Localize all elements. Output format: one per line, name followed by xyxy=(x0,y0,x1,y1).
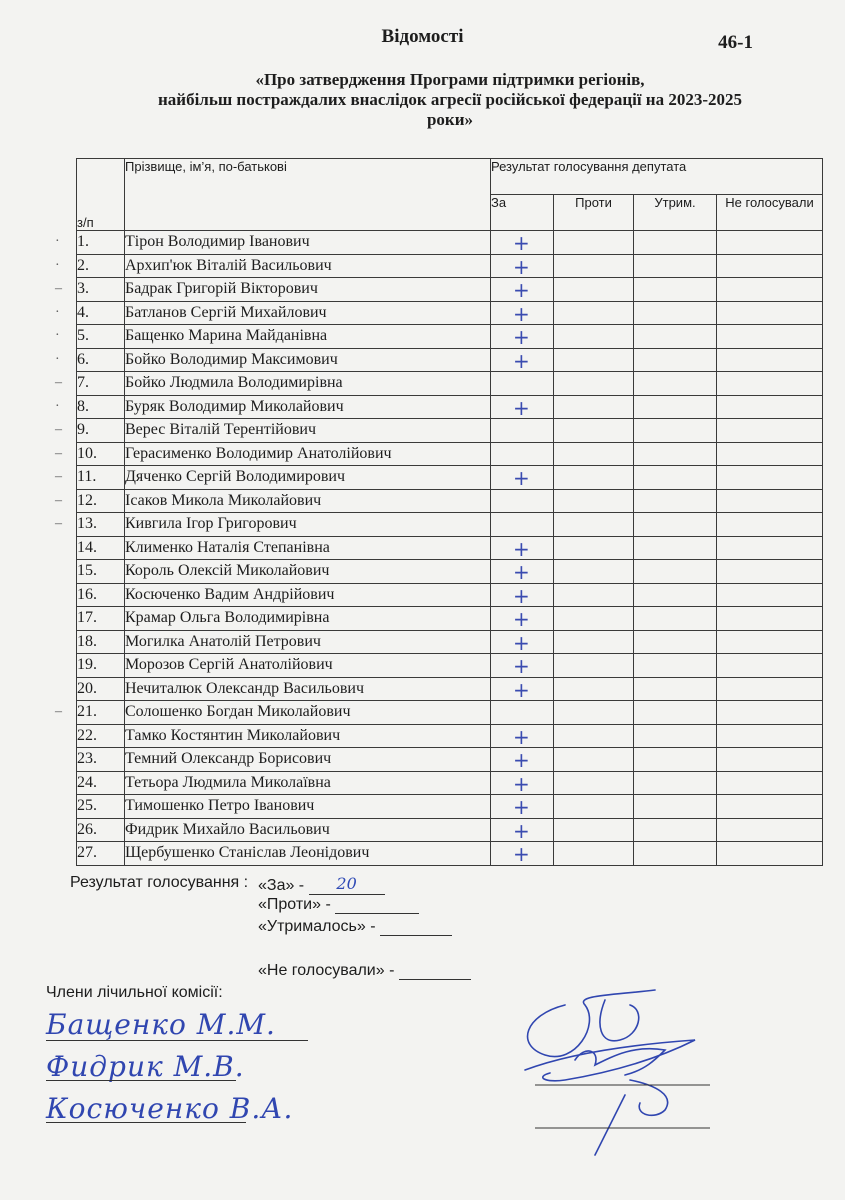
commission-member-signature: Косюченко В.А. xyxy=(46,1092,294,1125)
table-row xyxy=(77,607,823,631)
row-tick-mark: – xyxy=(55,516,62,531)
row-vote-not-voted xyxy=(717,489,823,513)
row-vote-against xyxy=(554,842,634,866)
row-vote-not-voted xyxy=(717,301,823,325)
row-tick-mark: – xyxy=(55,704,62,719)
row-name: Косюченко Вадим Андрійович xyxy=(125,583,491,607)
row-vote-not-voted xyxy=(717,748,823,772)
row-vote-for xyxy=(491,348,554,372)
row-number-text: 7. xyxy=(77,374,89,392)
row-vote-against xyxy=(554,795,634,819)
row-tick-mark: – xyxy=(55,281,62,296)
row-name: Батланов Сергій Михайлович xyxy=(125,301,491,325)
row-number-text: 19. xyxy=(77,656,97,674)
table-row xyxy=(77,677,823,701)
header-name: Прізвище, ім’я, по-батькові xyxy=(125,159,491,231)
row-name: Верес Віталій Терентійович xyxy=(125,419,491,443)
row-number-text: 18. xyxy=(77,632,97,650)
row-vote-for xyxy=(491,748,554,772)
row-number-text: 3. xyxy=(77,280,89,298)
row-vote-against xyxy=(554,654,634,678)
row-tick-mark: · xyxy=(55,351,60,367)
vote-for-mark: + xyxy=(513,842,530,866)
row-number xyxy=(77,583,125,607)
row-vote-not-voted xyxy=(717,607,823,631)
row-name: Ісаков Микола Миколайович xyxy=(125,489,491,513)
row-vote-for xyxy=(491,677,554,701)
row-tick-mark: – xyxy=(55,492,62,508)
row-vote-against xyxy=(554,701,634,725)
row-vote-not-voted xyxy=(717,771,823,795)
row-vote-abstain xyxy=(634,748,717,772)
row-vote-for xyxy=(491,607,554,631)
result-not-voted: «Не голосували» - xyxy=(258,962,471,980)
row-number xyxy=(55,254,125,278)
row-number xyxy=(55,489,125,513)
row-number-text: 15. xyxy=(77,562,97,580)
row-number-text: 25. xyxy=(77,797,97,815)
row-vote-not-voted xyxy=(717,419,823,443)
row-vote-against xyxy=(554,536,634,560)
row-vote-for xyxy=(491,489,554,513)
row-vote-not-voted xyxy=(717,724,823,748)
row-vote-abstain xyxy=(634,301,717,325)
header-against: Проти xyxy=(554,195,634,231)
row-tick-mark: · xyxy=(55,234,60,249)
row-name: Тетьора Людмила Миколаївна xyxy=(125,771,491,795)
row-number-text: 17. xyxy=(77,609,97,627)
table-row xyxy=(77,818,823,842)
row-vote-abstain xyxy=(634,677,717,701)
vote-for-mark: + xyxy=(513,724,530,749)
row-vote-for xyxy=(491,583,554,607)
vote-for-mark: + xyxy=(513,301,530,326)
row-vote-for xyxy=(491,325,554,349)
row-number xyxy=(55,278,125,302)
row-vote-not-voted xyxy=(717,442,823,466)
table-row xyxy=(77,278,823,302)
row-name: Солошенко Богдан Миколайович xyxy=(125,701,491,725)
row-tick-mark: · xyxy=(55,328,60,343)
row-vote-for xyxy=(491,278,554,302)
result-against: «Проти» - xyxy=(258,896,419,914)
row-vote-against xyxy=(554,419,634,443)
row-vote-abstain xyxy=(634,560,717,584)
row-name: Буряк Володимир Миколайович xyxy=(125,395,491,419)
table-body xyxy=(55,231,823,866)
row-vote-against xyxy=(554,231,634,255)
row-number-text: 14. xyxy=(77,538,97,556)
row-vote-for xyxy=(491,372,554,396)
row-number xyxy=(55,419,125,443)
row-vote-against xyxy=(554,677,634,701)
table-row xyxy=(77,442,823,466)
row-vote-for xyxy=(491,701,554,725)
result-abstain: «Утрималось» - xyxy=(258,918,452,936)
row-vote-for xyxy=(491,724,554,748)
table-row xyxy=(77,795,823,819)
row-name: Клименко Наталія Степанівна xyxy=(125,536,491,560)
row-vote-for xyxy=(491,254,554,278)
table-row xyxy=(77,372,823,396)
row-vote-abstain xyxy=(634,701,717,725)
table-row xyxy=(77,231,823,255)
row-name: Бадрак Григорій Вікторович xyxy=(125,278,491,302)
row-number xyxy=(77,560,125,584)
document-number: 46-1 xyxy=(718,32,753,53)
row-vote-not-voted xyxy=(717,348,823,372)
result-for: «За» - 20 xyxy=(258,874,385,895)
row-vote-abstain xyxy=(634,630,717,654)
table-row xyxy=(77,536,823,560)
row-number-text: 20. xyxy=(77,679,97,697)
row-vote-not-voted xyxy=(717,818,823,842)
row-vote-not-voted xyxy=(717,842,823,866)
row-vote-for xyxy=(491,466,554,490)
row-vote-abstain xyxy=(634,654,717,678)
signature-mark xyxy=(505,985,725,1160)
table-row xyxy=(77,489,823,513)
row-name: Бойко Володимир Максимович xyxy=(125,348,491,372)
row-vote-against xyxy=(554,748,634,772)
row-number xyxy=(55,442,125,466)
row-vote-not-voted xyxy=(717,560,823,584)
row-name: Бащенко Марина Майданівна xyxy=(125,325,491,349)
row-number-text: 10. xyxy=(77,444,97,462)
row-vote-for xyxy=(491,818,554,842)
row-vote-against xyxy=(554,771,634,795)
row-number-text: 8. xyxy=(77,397,89,415)
row-tick-mark: · xyxy=(55,304,60,320)
row-number xyxy=(55,301,125,325)
row-number-text: 12. xyxy=(77,491,97,509)
subtitle-line: найбільш постраждалих внаслідок агресії російської федерації на 2023-2025 xyxy=(157,90,743,109)
row-vote-abstain xyxy=(634,372,717,396)
row-number-text: 24. xyxy=(77,773,97,791)
table-row xyxy=(77,654,823,678)
vote-for-mark: + xyxy=(513,654,530,678)
row-vote-not-voted xyxy=(717,278,823,302)
vote-for-mark: + xyxy=(513,536,530,561)
row-number xyxy=(77,630,125,654)
row-vote-abstain xyxy=(634,254,717,278)
header-for: За xyxy=(491,195,554,231)
row-number-text: 9. xyxy=(77,421,89,439)
row-vote-not-voted xyxy=(717,395,823,419)
header-number: з/п xyxy=(77,159,125,231)
row-vote-for xyxy=(491,419,554,443)
row-vote-against xyxy=(554,724,634,748)
vote-for-mark: + xyxy=(513,583,530,608)
row-vote-abstain xyxy=(634,771,717,795)
row-vote-against xyxy=(554,254,634,278)
row-name: Герасименко Володимир Анатолійович xyxy=(125,442,491,466)
row-vote-abstain xyxy=(634,724,717,748)
row-vote-abstain xyxy=(634,278,717,302)
row-number-text: 21. xyxy=(77,703,97,721)
row-name: Морозов Сергій Анатолійович xyxy=(125,654,491,678)
table-row xyxy=(77,419,823,443)
row-vote-abstain xyxy=(634,419,717,443)
vote-for-mark: + xyxy=(513,560,530,584)
row-name: Король Олексій Миколайович xyxy=(125,560,491,584)
row-name: Бойко Людмила Володимирівна xyxy=(125,372,491,396)
row-vote-abstain xyxy=(634,231,717,255)
row-number xyxy=(55,348,125,372)
row-vote-not-voted xyxy=(717,677,823,701)
row-vote-against xyxy=(554,278,634,302)
row-vote-not-voted xyxy=(717,466,823,490)
row-number-text: 27. xyxy=(77,844,97,862)
row-vote-against xyxy=(554,348,634,372)
row-number-text: 16. xyxy=(77,585,97,603)
row-vote-not-voted xyxy=(717,536,823,560)
row-name: Дяченко Сергій Володимирович xyxy=(125,466,491,490)
table-row xyxy=(77,560,823,584)
row-number-text: 1. xyxy=(77,233,89,251)
row-vote-abstain xyxy=(634,607,717,631)
row-vote-for xyxy=(491,795,554,819)
row-vote-against xyxy=(554,630,634,654)
row-tick-mark: – xyxy=(55,469,62,484)
row-vote-abstain xyxy=(634,442,717,466)
row-vote-against xyxy=(554,395,634,419)
row-vote-against xyxy=(554,583,634,607)
row-name: Темний Олександр Борисович xyxy=(125,748,491,772)
row-name: Нечиталюк Олександр Васильович xyxy=(125,677,491,701)
commission-member-signature: Фидрик М.В. xyxy=(46,1050,245,1083)
row-vote-abstain xyxy=(634,842,717,866)
row-vote-abstain xyxy=(634,818,717,842)
row-vote-not-voted xyxy=(717,583,823,607)
table-row xyxy=(77,842,823,866)
row-vote-for xyxy=(491,301,554,325)
row-number-text: 11. xyxy=(77,468,97,486)
row-number-text: 6. xyxy=(77,350,89,368)
table-row xyxy=(77,724,823,748)
table-row xyxy=(77,630,823,654)
for-value: 20 xyxy=(309,874,385,895)
row-number xyxy=(77,842,125,866)
row-vote-against xyxy=(554,325,634,349)
row-vote-against xyxy=(554,607,634,631)
document-title: Відомості xyxy=(381,26,464,47)
row-number xyxy=(55,466,125,490)
row-vote-against xyxy=(554,560,634,584)
row-number xyxy=(55,231,125,255)
vote-for-mark: + xyxy=(513,607,530,631)
document-subtitle xyxy=(70,70,830,130)
table-row xyxy=(77,771,823,795)
row-name: Архип'юк Віталій Васильович xyxy=(125,254,491,278)
row-vote-abstain xyxy=(634,395,717,419)
row-name: Кивгила Ігор Григорович xyxy=(125,513,491,537)
row-vote-abstain xyxy=(634,536,717,560)
commission-member-signature: Бащенко М.М. xyxy=(46,1008,276,1041)
table-row xyxy=(77,701,823,725)
row-vote-not-voted xyxy=(717,325,823,349)
row-vote-not-voted xyxy=(717,654,823,678)
row-name: Тамко Костянтин Миколайович xyxy=(125,724,491,748)
row-vote-abstain xyxy=(634,325,717,349)
vote-for-mark: + xyxy=(513,348,530,373)
row-number xyxy=(55,513,125,537)
row-vote-for xyxy=(491,231,554,255)
row-name: Щербушенко Станіслав Леонідович xyxy=(125,842,491,866)
row-name: Фидрик Михайло Васильович xyxy=(125,818,491,842)
vote-for-mark: + xyxy=(513,771,530,796)
vote-for-mark: + xyxy=(513,466,530,490)
row-vote-for xyxy=(491,771,554,795)
vote-for-mark: + xyxy=(513,795,530,819)
row-vote-abstain xyxy=(634,348,717,372)
row-number xyxy=(77,677,125,701)
table-row xyxy=(77,254,823,278)
row-vote-for xyxy=(491,442,554,466)
row-vote-abstain xyxy=(634,466,717,490)
subtitle-line: роки» xyxy=(426,110,474,129)
row-number xyxy=(55,325,125,349)
row-number-text: 22. xyxy=(77,726,97,744)
row-number-text: 2. xyxy=(77,256,89,274)
vote-for-mark: + xyxy=(513,818,530,843)
row-number xyxy=(77,818,125,842)
row-number-text: 4. xyxy=(77,303,89,321)
row-vote-for xyxy=(491,560,554,584)
table-row xyxy=(77,301,823,325)
row-vote-abstain xyxy=(634,795,717,819)
commission-label: Члени лічильної комісії: xyxy=(46,984,223,1001)
row-vote-against xyxy=(554,466,634,490)
row-vote-against xyxy=(554,513,634,537)
vote-for-mark: + xyxy=(513,325,530,349)
table-row xyxy=(77,348,823,372)
row-number xyxy=(77,607,125,631)
row-vote-for xyxy=(491,654,554,678)
row-vote-for xyxy=(491,513,554,537)
row-number xyxy=(55,395,125,419)
vote-for-mark: + xyxy=(513,395,530,420)
row-number xyxy=(77,748,125,772)
header-abstain: Утрим. xyxy=(634,195,717,231)
header-result: Результат голосування депутата xyxy=(491,159,823,195)
row-vote-for xyxy=(491,536,554,560)
row-name: Тірон Володимир Іванович xyxy=(125,231,491,255)
row-number xyxy=(77,654,125,678)
row-vote-not-voted xyxy=(717,513,823,537)
row-number xyxy=(55,372,125,396)
row-tick-mark: – xyxy=(55,422,62,437)
row-number xyxy=(77,795,125,819)
row-vote-for xyxy=(491,842,554,866)
row-number xyxy=(55,701,125,725)
table-row xyxy=(77,513,823,537)
row-vote-against xyxy=(554,818,634,842)
vote-for-mark: + xyxy=(513,630,530,655)
row-vote-against xyxy=(554,372,634,396)
row-vote-for xyxy=(491,395,554,419)
row-vote-not-voted xyxy=(717,701,823,725)
subtitle-line: «Про затвердження Програми підтримки регіонів, xyxy=(255,70,645,89)
vote-for-mark: + xyxy=(513,677,530,702)
row-vote-not-voted xyxy=(717,254,823,278)
row-vote-not-voted xyxy=(717,795,823,819)
row-tick-mark: · xyxy=(55,398,60,414)
row-tick-mark: – xyxy=(55,375,62,390)
voting-table xyxy=(55,158,823,866)
row-tick-mark: – xyxy=(55,445,62,461)
table-row xyxy=(77,583,823,607)
row-tick-mark: · xyxy=(55,257,60,273)
row-vote-against xyxy=(554,489,634,513)
row-vote-not-voted xyxy=(717,372,823,396)
row-vote-abstain xyxy=(634,583,717,607)
row-number xyxy=(77,536,125,560)
row-number-text: 26. xyxy=(77,820,97,838)
row-name: Тимошенко Петро Іванович xyxy=(125,795,491,819)
table-row xyxy=(77,395,823,419)
row-vote-against xyxy=(554,442,634,466)
vote-for-mark: + xyxy=(513,254,530,279)
table-row xyxy=(77,325,823,349)
row-vote-abstain xyxy=(634,513,717,537)
table-row xyxy=(77,466,823,490)
row-vote-against xyxy=(554,301,634,325)
row-number xyxy=(77,771,125,795)
row-vote-for xyxy=(491,630,554,654)
row-vote-not-voted xyxy=(717,231,823,255)
row-number-text: 13. xyxy=(77,515,97,533)
row-number-text: 5. xyxy=(77,327,89,345)
header-not-voted: Не голосували xyxy=(717,195,823,231)
row-vote-not-voted xyxy=(717,630,823,654)
result-label: Результат голосування : xyxy=(70,874,249,891)
table-row xyxy=(77,748,823,772)
row-number-text: 23. xyxy=(77,750,97,768)
vote-for-mark: + xyxy=(513,748,530,772)
vote-for-mark: + xyxy=(513,231,530,255)
row-name: Могилка Анатолій Петрович xyxy=(125,630,491,654)
row-vote-abstain xyxy=(634,489,717,513)
row-number xyxy=(77,724,125,748)
row-name: Крамар Ольга Володимирівна xyxy=(125,607,491,631)
vote-for-mark: + xyxy=(513,278,530,302)
